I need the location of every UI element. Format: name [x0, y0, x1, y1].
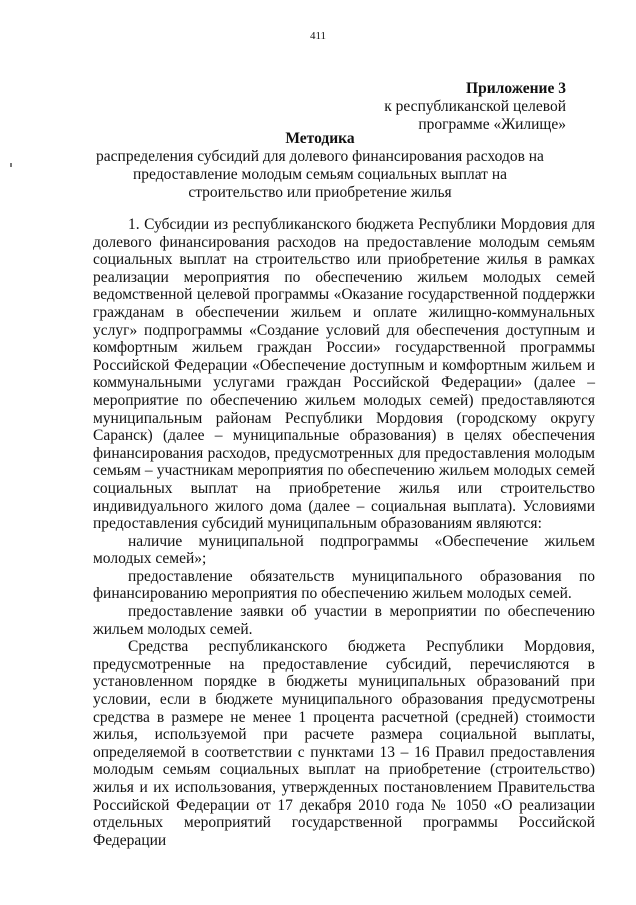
method-subtitle: распределения субсидий для долевого финансирования расходов на предоставление молодым семьям социальных выплат на строительство или приобретение жилья: [96, 148, 544, 201]
page-number: 411: [309, 30, 327, 42]
appendix-header: [326, 80, 566, 134]
method-header: [90, 130, 550, 202]
scan-mark: [10, 163, 12, 167]
appendix-line-1: к республиканской целевой: [384, 98, 566, 115]
document-body: [93, 216, 595, 849]
paragraph: наличие муниципальной подпрограммы «Обеспечение жильем молодых семей»;: [93, 532, 595, 568]
appendix-line-2: программе «Жилище»: [418, 116, 566, 133]
paragraph: предоставление обязательств муниципального образования по финансированию мероприятия по обеспечению жильем молодых семей.: [93, 567, 595, 603]
paragraph: 1. Субсидии из республиканского бюджета Республики Мордовия для долевого финансирования расходов на предоставление молодым семьям социальных выплат на строительство или приобретение жилья в рамках реализации мероприятия по обеспечению жильем молодых семей ведомственной целевой программы «Оказание государственной поддержки гражданам в обеспечении жильем и оплате жилищно-коммунальных услуг» подпрограммы «Создание условий для обеспечения доступным и комфортным жильем граждан России» государственной программы Российской Федерации «Обеспечение доступным и комфортным жильем и коммунальными услугами граждан Российской Федерации» (далее – мероприятие по обеспечению жильем молодых семей) предоставляются муниципальным районам Республики Мордовия (городскому округу Саранск) (далее – муниципальные образования) в целях обеспечения финансирования расходов, предусмотренных для предоставления молодым семьям – участникам мероприятия по обеспечению жильем молодых семей социальных выплат на приобретение жилья или строительство индивидуального жилого дома (далее – социальная выплата). Условиями предоставления субсидий муниципальным образованиям являются:: [93, 216, 595, 533]
paragraph: Средства республиканского бюджета Республики Мордовия, предусмотренные на предоставление субсидий, перечисляются в установленном порядке в бюджеты муниципальных образований при условии, если в бюджете муниципального образования предусмотрены средства в размере не менее 1 процента расчетной (средней) стоимости жилья, используемой при расчете размера социальной выплаты, определяемой в соответствии с пунктами 13 – 16 Правил предоставления молодым семьям социальных выплат на приобретение (строительство) жилья и их использования, утвержденных постановлением Правительства Российской Федерации от 17 декабря 2010 года № 1050 «О реализации отдельных мероприятий государственной программы Российской Федерации: [93, 638, 595, 849]
method-heading: Методика: [285, 130, 355, 147]
appendix-title: Приложение 3: [466, 80, 566, 97]
paragraph: предоставление заявки об участии в мероприятии по обеспечению жильем молодых семей.: [93, 603, 595, 638]
